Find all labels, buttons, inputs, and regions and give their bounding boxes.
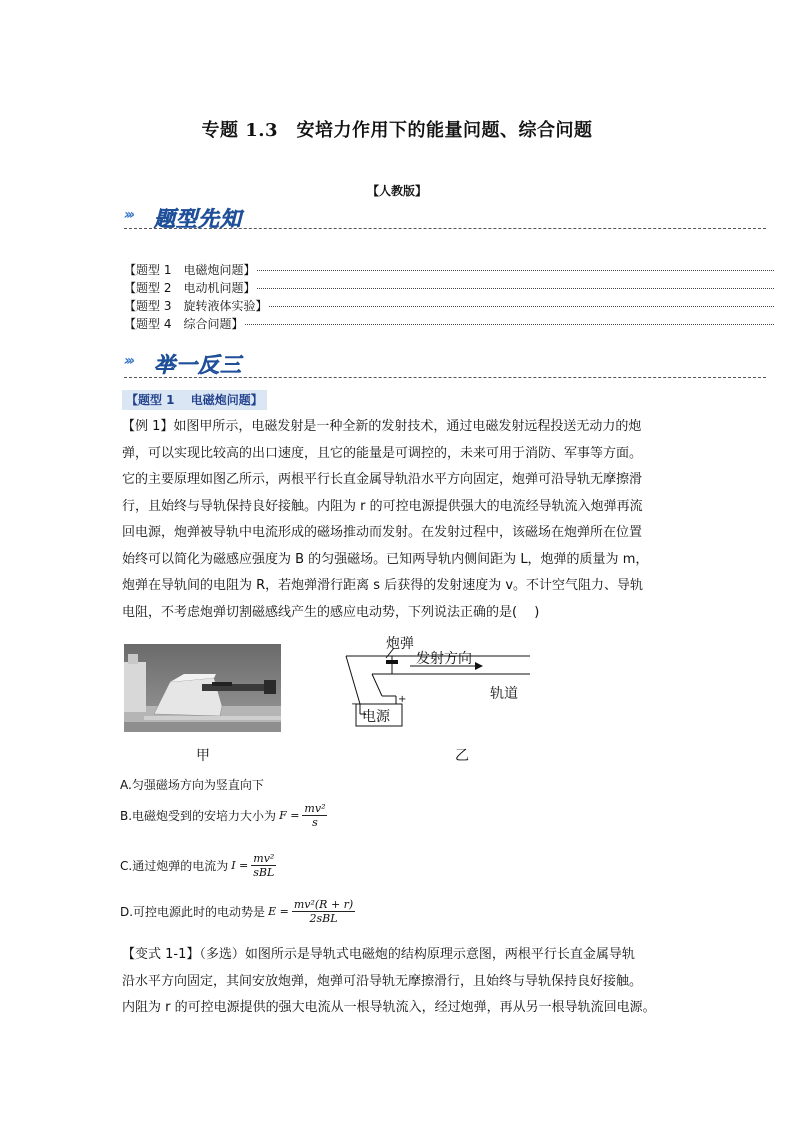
paragraph-line: 弹，可以实现比较高的出口速度，且它的能量是可调控的，未来可用于消防、军事等方面。 [122,445,643,461]
divider [124,377,766,378]
paragraph-line: 内阻为 r 的可控电源提供的强大电流从一根导轨流入，经过炮弹，再从另一根导轨流回电源。 [122,1000,656,1015]
edition-label: 【人教版】 [366,184,427,198]
plus-sign: + [398,694,407,705]
option-text: C.通过炮弹的电流为 [120,859,229,873]
toc-label: 【题型 3 旋转液体实验】 [124,299,268,313]
fraction-denominator: sBL [253,866,275,879]
paragraph-line: 它的主要原理如图乙所示，两根平行长直金属导轨沿水平方向固定，炮弹可沿导轨无摩擦滑 [122,472,643,487]
toc-item[interactable] [124,315,774,333]
figure-caption-left: 甲 [196,748,210,764]
option-c[interactable] [120,852,276,879]
paragraph-line: 始终可以简化为磁感应强度为 B 的匀强磁场。已知两导轨内侧间距为 L，炮弹的质量为 m， [122,551,649,567]
fraction-denominator: s [312,816,318,829]
railgun-photo [124,644,281,732]
divider [124,228,766,229]
banner-arrows-icon: ››› [124,207,133,223]
figure-caption-right: 乙 [455,748,469,764]
toc-item[interactable] [124,261,774,279]
variant-1-1-paragraph [122,942,766,1022]
toc-label: 【题型 1 电磁炮问题】 [124,263,256,277]
toc-leader [269,306,774,307]
toc-leader [257,288,774,289]
formula-fraction [302,802,327,829]
banner-title: 举一反三 [154,353,242,377]
toc-item[interactable] [124,297,774,315]
fraction-numerator: mv² [253,852,275,865]
arrow-head-icon [475,662,483,670]
formula-lhs: I = [231,859,249,872]
paragraph-line: 行，且始终与导轨保持良好接触。内阻为 r 的可控电源提供强大的电流经导轨流入炮弹再流 [122,498,643,514]
minus-sign: − [351,699,360,710]
option-text: A.匀强磁场方向为竖直向下 [120,778,264,792]
fraction-denominator: 2sBL [309,912,338,925]
banner-arrows-icon: ››› [124,353,133,369]
railgun-photo-image [124,644,281,732]
label-source: 电源 [362,709,390,725]
formula-fraction [251,852,276,879]
paragraph-line: 沿水平方向固定，其间安放炮弹，炮弹可沿导轨无摩擦滑行，且始终与导轨保持良好接触。 [122,973,643,989]
option-text: D.可控电源此时的电动势是 [120,905,266,919]
option-text: B.电磁炮受到的安培力大小为 [120,809,277,823]
formula-fraction [292,898,355,925]
paragraph-line: 炮弹在导轨间的电阻为 R，若炮弹滑行距离 s 后获得的发射速度为 v。不计空气阻力、导轨 [122,578,644,593]
example-1-paragraph [122,414,766,626]
option-d[interactable] [120,898,355,925]
option-b[interactable] [120,802,327,829]
label-track: 轨道 [490,686,518,702]
railgun-schematic-svg [340,636,540,764]
formula-lhs: E = [268,905,289,918]
page-title: 专题 1.3 安培力作用下的能量问题、综合问题 [201,120,593,141]
section-heading: 【题型 1 电磁炮问题】 [122,390,267,410]
toc-leader [245,324,774,325]
paragraph-line: 回电源，炮弹被导轨中电流形成的磁场推动而发射。在发射过程中，该磁场在炮弹所在位置 [122,525,643,540]
toc-item[interactable] [124,279,774,297]
toc-label: 【题型 4 综合问题】 [124,317,244,331]
toc-label: 【题型 2 电动机问题】 [124,281,256,295]
paragraph-line: 【变式 1-1】（多选）如图所示是导轨式电磁炮的结构原理示意图，两根平行长直金属导轨 [122,947,635,962]
option-a[interactable] [120,776,264,793]
fraction-numerator: mv²(R + r) [293,898,354,911]
label-direction: 发射方向 [416,651,472,667]
fraction-numerator: mv² [304,802,326,815]
toc-leader [257,270,774,271]
paragraph-line: 电阻，不考虑炮弹切割磁感线产生的感应电动势，下列说法正确的是( ) [122,604,540,620]
banner-title: 题型先知 [154,207,242,231]
formula-lhs: F = [279,809,300,822]
shell-block [386,660,398,664]
railgun-schematic [340,636,540,764]
paragraph-line: 【例 1】如图甲所示，电磁发射是一种全新的发射技术，通过电磁发射远程投送无动力的炮 [122,419,642,434]
label-shell: 炮弹 [386,636,414,652]
